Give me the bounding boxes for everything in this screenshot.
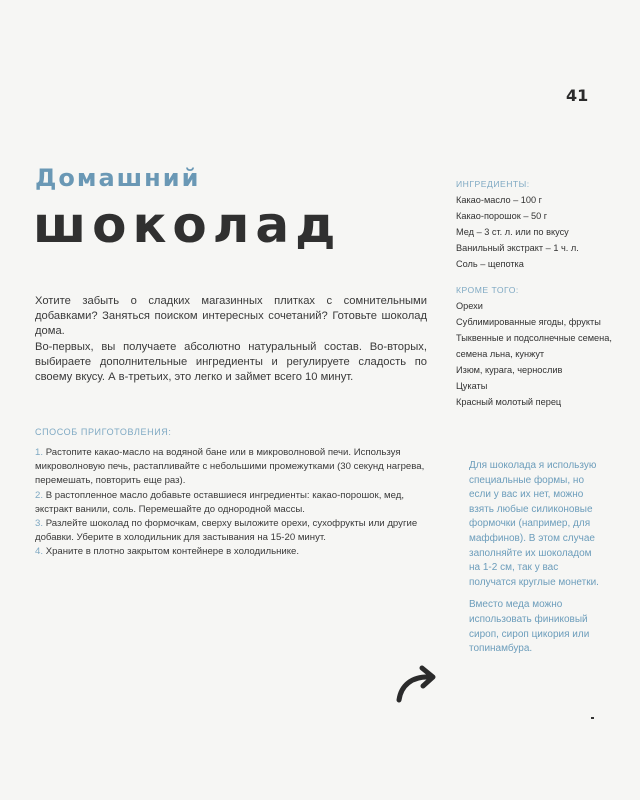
step-text: Растопите какао-масло на водяной бане или в микроволновой печи. Используя микроволновую печь, растапливайте с небольшими промежутками (30 секунд нагрева, перемешать, повторить еще раз). <box>35 447 425 487</box>
method-step <box>35 489 435 517</box>
extra-item: Орехи <box>456 301 483 311</box>
extra-item: Цукаты <box>456 381 488 391</box>
intro-paragraph-2: Во-первых, вы получаете абсолютно натуральный состав. Во-вторых, выбираете дополнительные ингредиенты и регулируете сладость по своему вкусу. А в-третьих, это легко и займет всего 10 минут. <box>35 340 427 384</box>
ingredient-item: Какао-масло – 100 г <box>456 195 543 205</box>
curved-arrow-right-icon <box>393 664 441 704</box>
ingredient-item: Мед – 3 ст. л. или по вкусу <box>456 227 569 237</box>
ingredient-item: Ванильный экстракт – 1 ч. л. <box>456 243 579 253</box>
extras-heading: КРОМЕ ТОГО: <box>456 285 519 295</box>
extra-item: Сублимированные ягоды, фрукты <box>456 317 601 327</box>
step-text: Храните в плотно закрытом контейнере в холодильнике. <box>45 546 300 558</box>
intro-text <box>35 294 427 385</box>
method-heading: СПОСОБ ПРИГОТОВЛЕНИЯ: <box>35 427 172 437</box>
step-number: 2. <box>35 489 44 501</box>
method-step <box>35 517 435 545</box>
extras-list <box>456 298 626 410</box>
end-mark <box>591 717 594 719</box>
ingredients-sidebar <box>456 176 626 410</box>
ingredients-heading: ИНГРЕДИЕНТЫ: <box>456 179 530 189</box>
ingredient-item: Какао-порошок – 50 г <box>456 211 548 221</box>
method-step <box>35 446 435 489</box>
title-line-2: шоколад <box>33 196 342 254</box>
page-number: 41 <box>566 86 589 105</box>
extra-item: Красный молотый перец <box>456 397 562 407</box>
step-number: 4. <box>35 546 44 558</box>
step-number: 3. <box>35 518 44 530</box>
step-text: Разлейте шоколад по формочкам, сверху выложите орехи, сухофрукты или другие добавки. Уберите в холодильник для застывания на 15-20 минут. <box>35 518 418 544</box>
tip-paragraph-1: Для шоколада я использую специальные формы, но если у вас их нет, можно взять любые силиконовые формочки (например, для маффинов). В этом случае заполняйте их шоколадом на 1-2 см, так у вас получатся круглые монетки. <box>469 460 599 588</box>
tip-paragraph-2: Вместо меда можно использовать финиковый сироп, сироп цикория или топинамбура. <box>469 599 590 655</box>
extra-item: Изюм, курага, чернослив <box>456 365 563 375</box>
extra-item: Тыквенные и подсолнечные семена, семена льна, кунжут <box>456 333 612 359</box>
title-line-1: Домашний <box>35 164 201 192</box>
tips-note <box>469 459 604 665</box>
ingredients-list <box>456 192 626 272</box>
method-step <box>35 545 435 559</box>
intro-paragraph-1: Хотите забыть о сладких магазинных плитках с сомнительными добавками? Заняться поиском интересных сочетаний? Готовьте шоколад дома. <box>35 295 427 338</box>
ingredient-item: Соль – щепотка <box>456 259 524 269</box>
method-steps <box>35 446 435 560</box>
step-number: 1. <box>35 447 44 458</box>
step-text: В растопленное масло добавьте оставшиеся ингредиенты: какао-порошок, мед, экстракт ванили, соль. Перемешайте до однородной массы. <box>35 489 405 515</box>
